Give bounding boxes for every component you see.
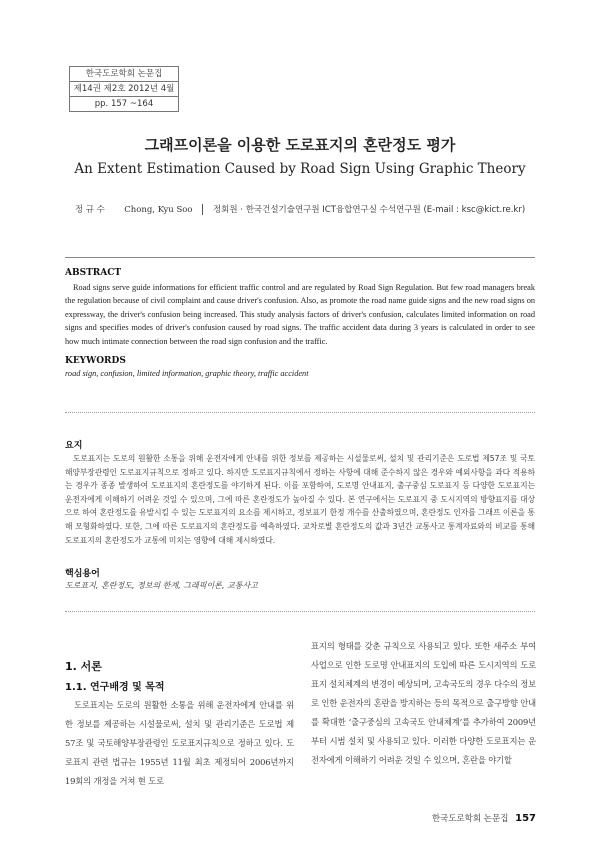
body-paragraph-left: 도로표지는 도로의 원활한 소통을 위해 운전자에게 안내를 위한 정보를 제공하는 시설물로써, 설치 및 관리기준은 도로법 제57조 및 국토해양부장관령인 도로표지규칙으로 정하고 있다. 도로표지 관련 법규는 1955년 11월 최초 제정되어 2006년까지 19회의 개정을 거쳐 현 도로	[65, 700, 294, 786]
author-name-english: Chong, Kyu Soo	[124, 205, 193, 215]
journal-info-box	[69, 66, 179, 112]
section-heading: 1. 서론	[65, 660, 102, 673]
abstract-heading: ABSTRACT	[65, 268, 122, 278]
keywords-text: road sign, confusion, limited information, graphic theory, traffic accident	[65, 369, 309, 378]
body-paragraph-right: 표지의 형태를 갖춘 규칙으로 사용되고 있다. 또한 새주소 부여 사업으로 인한 도로명 안내표지의 도입에 따른 도시지역의 도로표지 설치체계의 변경이 예상되며, 고속국도의 경우 다수의 정보로 인한 운전자의 혼란을 방지하는 등의 목적으로 출구방향 안내를 확대한 ‘출구중심의 고속국도 안내체계’를 추가하여 2009년부터 시범 설치 및 사용되고 있다. 이러한 다양한 도로표지는 운전자에게 이해하기 어려운 것일 수 있으며, 혼란을 야기할	[311, 641, 536, 765]
abstract-text: Road signs serve guide informations for efficient traffic control and are regulated by Road Sign Regulation. But few road managers break the regulation because of civil complaint and cause driver's confusion. Also, as promote the road name guide signs and the new road signs on expressway, the driver's confusion being increased. This study analysis factors of driver's confusion, calculates limited information on road signs and specifies modes of driver's confusion caused by road signs. The traffic accident data during 3 years is calculated in order to see how much intimate connection between the road sign confusion and the traffic.	[65, 283, 535, 346]
footer-journal-label: 한국도로학회 논문집	[431, 814, 509, 824]
author-line	[0, 203, 600, 215]
journal-volume: 제14권 제2호 2012년 4월	[70, 82, 178, 97]
page-number: 157	[515, 813, 536, 824]
journal-pages: pp. 157 ~164	[94, 99, 154, 109]
body-right-column	[311, 637, 536, 770]
header-divider	[65, 257, 535, 258]
yoji-text: 도로표지는 도로의 원활한 소통을 위해 운전자에게 안내를 위한 정보를 제공하는 시설물로써, 설치 및 관리기준은 도로법 제57조 및 국토해양부장관령인 도로표지규칙으로 정하고 있다. 하지만 도로표지규칙에서 정하는 사항에 대해 준수하지 않은 경우와 예외사항을 과다 적용하는 경우가 종종 발생하여 도로표지의 혼란정도를 야기하게 된다. 이를 포함하여, 도로명 안내표지, 출구중심 도로표지 등 다양한 도로표지는 운전자에게 이해하기 어려운 것일 수 있으며, 그에 따른 혼란정도가 높아질 수 있다. 본 연구에서는 도로표지 중 도시지역의 방향표지를 대상으로 하여 혼란정도를 유발시킬 수 있는 도로표지의 요소를 제시하고, 정보표기 한정 개수를 산출하였으며, 혼란정도 인자를 그래프 이론을 통해 모형화하였다. 또한, 그에 따른 도로표지의 혼란정도를 예측하였다. 교차로별 혼란정도의 값과 3년간 교통사고 통계자료와의 비교를 통해 도로표지의 혼란정도가 교통에 미치는 영향에 대해 제시하였다.	[65, 454, 535, 545]
title-korean: 그래프이론을 이용한 도로표지의 혼란정도 평가	[144, 136, 456, 154]
yoji-heading: 요지	[65, 441, 83, 451]
yoji-divider	[65, 611, 535, 612]
author-affiliation: 정회원 · 한국건설기술연구원 ICT융합연구실 수석연구원 (E-mail : ksc@kict.re.kr)	[212, 205, 526, 215]
abstract-divider	[65, 412, 535, 413]
subsection-heading: 1.1. 연구배경 및 목적	[65, 682, 165, 693]
title-english: An Extent Estimation Caused by Road Sign Using Graphic Theory	[74, 161, 526, 177]
keywords-ko-heading: 핵심용어	[65, 569, 100, 579]
keywords-heading: KEYWORDS	[65, 356, 126, 366]
author-name-korean: 정 규 수	[74, 205, 105, 215]
page-footer	[432, 812, 536, 824]
body-left-column	[65, 658, 294, 791]
keywords-ko-text: 도로표지, 혼란정도, 정보의 한계, 그래픽이론, 교통사고	[65, 581, 258, 590]
journal-name: 한국도로학회 논문집	[70, 67, 178, 82]
author-separator	[202, 204, 203, 215]
